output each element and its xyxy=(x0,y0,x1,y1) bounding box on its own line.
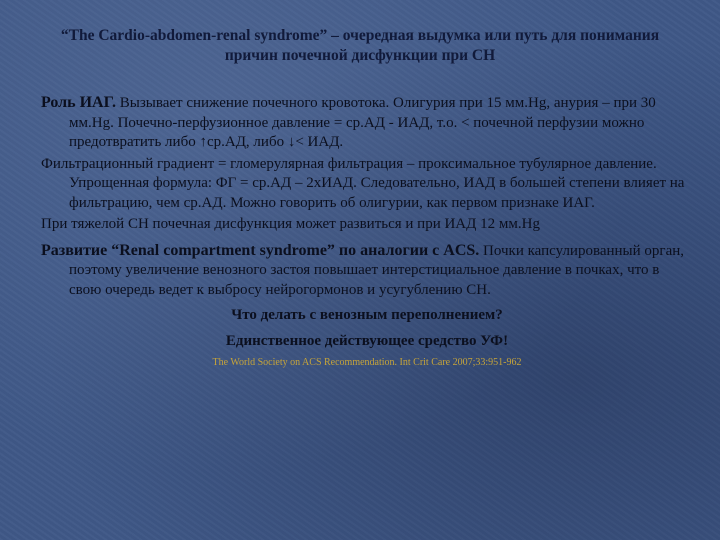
paragraph-lead: Развитие “Renal compartment syndrome” по аналогии с ACS. xyxy=(41,241,480,259)
slide-title: “The Cardio-abdomen-renal syndrome” – очередная выдумка или путь для понимания причин почечной дисфункции при СН xyxy=(60,27,660,64)
paragraph-iag-role xyxy=(41,93,693,153)
reference-citation: The World Society on ACS Recommendation. Int Crit Care 2007;33:951-962 xyxy=(212,357,522,368)
paragraph-text: Почки капсулированный орган, поэтому увеличение венозного застоя повышает интерстициальное давление в почках, что в свою очередь ведет к выбросу нейрогормонов и усугублению СН. xyxy=(69,242,685,298)
paragraph-text: Вызывает снижение почечного кровотока. Олигурия при 15 мм.Hg, анурия – при 30 мм.Hg. Почечно-перфузионное давление = ср.АД - ИАД, т.о. < почечной перфузии можно предотвратить либо xyxy=(69,95,656,150)
paragraph-renal-compartment xyxy=(41,241,693,301)
slide-body xyxy=(41,93,693,373)
answer-line: Единственное действующее средство УФ! xyxy=(225,332,509,349)
question-line: Что делать с венозным переполнением? xyxy=(231,307,503,323)
paragraph-text: ср.АД, либо xyxy=(206,134,288,150)
paragraph-lead: Роль ИАГ. xyxy=(41,94,116,111)
paragraph-text: < ИАД. xyxy=(295,134,344,150)
arrow-down-icon: ↓ xyxy=(287,134,296,150)
paragraph-severe-hf: При тяжелой СН почечная дисфункция может развиться и при ИАД 12 мм.Hg xyxy=(41,216,540,232)
arrow-up-icon: ↑ xyxy=(199,134,207,150)
paragraph-filtration-gradient: Фильтрационный градиент = гломерулярная фильтрация – проксимальное тубулярное давление. Упрощенная формула: ФГ = ср.АД – 2хИАД. Следовательно, ИАД в большей степени влияет на фильтрацию, чем ср.АД. Можно говорить об олигурии, как первом признаке ИАГ. xyxy=(41,155,685,211)
